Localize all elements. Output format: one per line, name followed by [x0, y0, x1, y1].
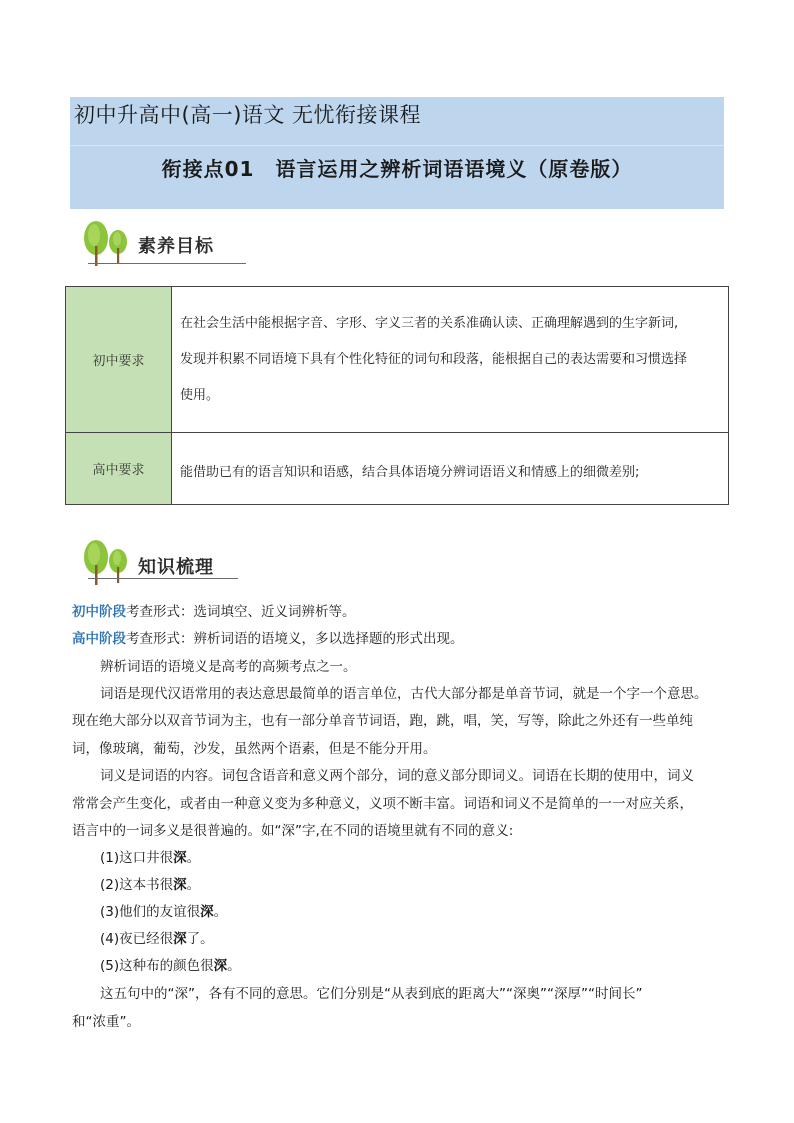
section-heading-knowledge: [80, 537, 250, 587]
junior-text: 考查形式：选词填空、近义词辨析等。: [126, 604, 356, 620]
section-title: 知识梳理: [138, 557, 214, 578]
goal-text: [172, 287, 729, 433]
example-key: 深: [173, 931, 187, 947]
example-text: 。: [213, 904, 228, 920]
example-line: [100, 954, 241, 974]
senior-line: [72, 627, 464, 647]
paragraph-line: 和“浓重”。: [72, 1014, 140, 1030]
tree-icon: [80, 218, 134, 268]
goal-text: [172, 433, 729, 505]
section-title: 素养目标: [138, 236, 214, 257]
paragraph-line: 词语是现代汉语常用的表达意思最简单的语言单位，古代大部分都是单音节词，就是一个字一个意思。: [100, 686, 708, 702]
example-line: [100, 927, 214, 947]
paragraph-line: 辨析词语的语境义是高考的高频考点之一。: [100, 659, 357, 675]
goal-label: 高中要求: [66, 433, 172, 505]
goals-table: [65, 286, 729, 505]
page-subtitle: 衔接点01 语言运用之辨析词语语境义（原卷版）: [161, 157, 633, 181]
example-key: 深: [213, 958, 228, 974]
junior-label: 初中阶段: [72, 604, 126, 620]
example-text: (1)这口井很: [100, 850, 174, 866]
example-line: [100, 900, 227, 920]
example-text: 。: [186, 877, 201, 893]
paragraph-line: 现在绝大部分以双音节词为主，也有一部分单音节词语，跑，跳，唱，笑，写等，除此之外还有一些单纯: [72, 713, 693, 729]
paragraph-line: 词，像玻璃，葡萄，沙发，虽然两个语素，但是不能分开用。: [72, 741, 437, 757]
example-text: 。: [227, 958, 241, 974]
table-row: [66, 287, 729, 433]
example-text: (5)这种布的颜色很: [100, 958, 214, 974]
example-key: 深: [173, 850, 187, 866]
example-line: [100, 846, 200, 866]
example-text: (2)这本书很: [100, 877, 174, 893]
example-text: (3)他们的友谊很: [100, 904, 201, 920]
paragraph-line: 常常会产生变化，或者由一种意义变为多种意义，义项不断丰富。词语和词义不是简单的一一对应关系，: [72, 796, 693, 812]
example-text: 。: [186, 850, 201, 866]
example-text: (4)夜已经很: [100, 931, 174, 947]
goal-text-line: 使用。: [180, 387, 220, 403]
paragraph-line: 这五句中的“深”，各有不同的意思。它们分别是“从表到底的距离大”“深奥”“深厚”“时间长”: [100, 986, 643, 1002]
table-row: [66, 433, 729, 505]
senior-text: 考查形式：辨析词语的语境义，多以选择题的形式出现。: [126, 631, 464, 647]
goal-text-line: 发现并积累不同语境下具有个性化特征的词句和段落，能根据自己的表达需要和习惯选择: [180, 351, 688, 367]
section-underline: [88, 578, 238, 579]
paragraph-line: 词义是词语的内容。词包含语音和意义两个部分，词的意义部分即词义。词语在长期的使用中，词义: [100, 768, 694, 784]
paragraph-line: 语言中的一词多义是很普遍的。如“深”字,在不同的语境里就有不同的意义:: [72, 823, 514, 839]
example-key: 深: [200, 904, 214, 920]
senior-label: 高中阶段: [72, 631, 126, 647]
goal-text-line: 在社会生活中能根据字音、字形、字义三者的关系准确认读、正确理解遇到的生字新词,: [180, 315, 679, 331]
example-text: 了。: [186, 931, 214, 947]
example-line: [100, 873, 200, 893]
section-heading-goals: [80, 218, 250, 268]
tree-icon: [80, 537, 134, 587]
goal-label: 初中要求: [66, 287, 172, 433]
example-key: 深: [173, 877, 187, 893]
junior-line: [72, 600, 356, 620]
goal-text-line: 能借助已有的语言知识和语感，结合具体语境分辨词语语义和情感上的细微差别;: [180, 464, 640, 480]
section-underline: [88, 263, 246, 264]
page-title: 初中升高中(高一)语文 无忧衔接课程: [74, 103, 422, 127]
header-rule: [70, 145, 724, 146]
